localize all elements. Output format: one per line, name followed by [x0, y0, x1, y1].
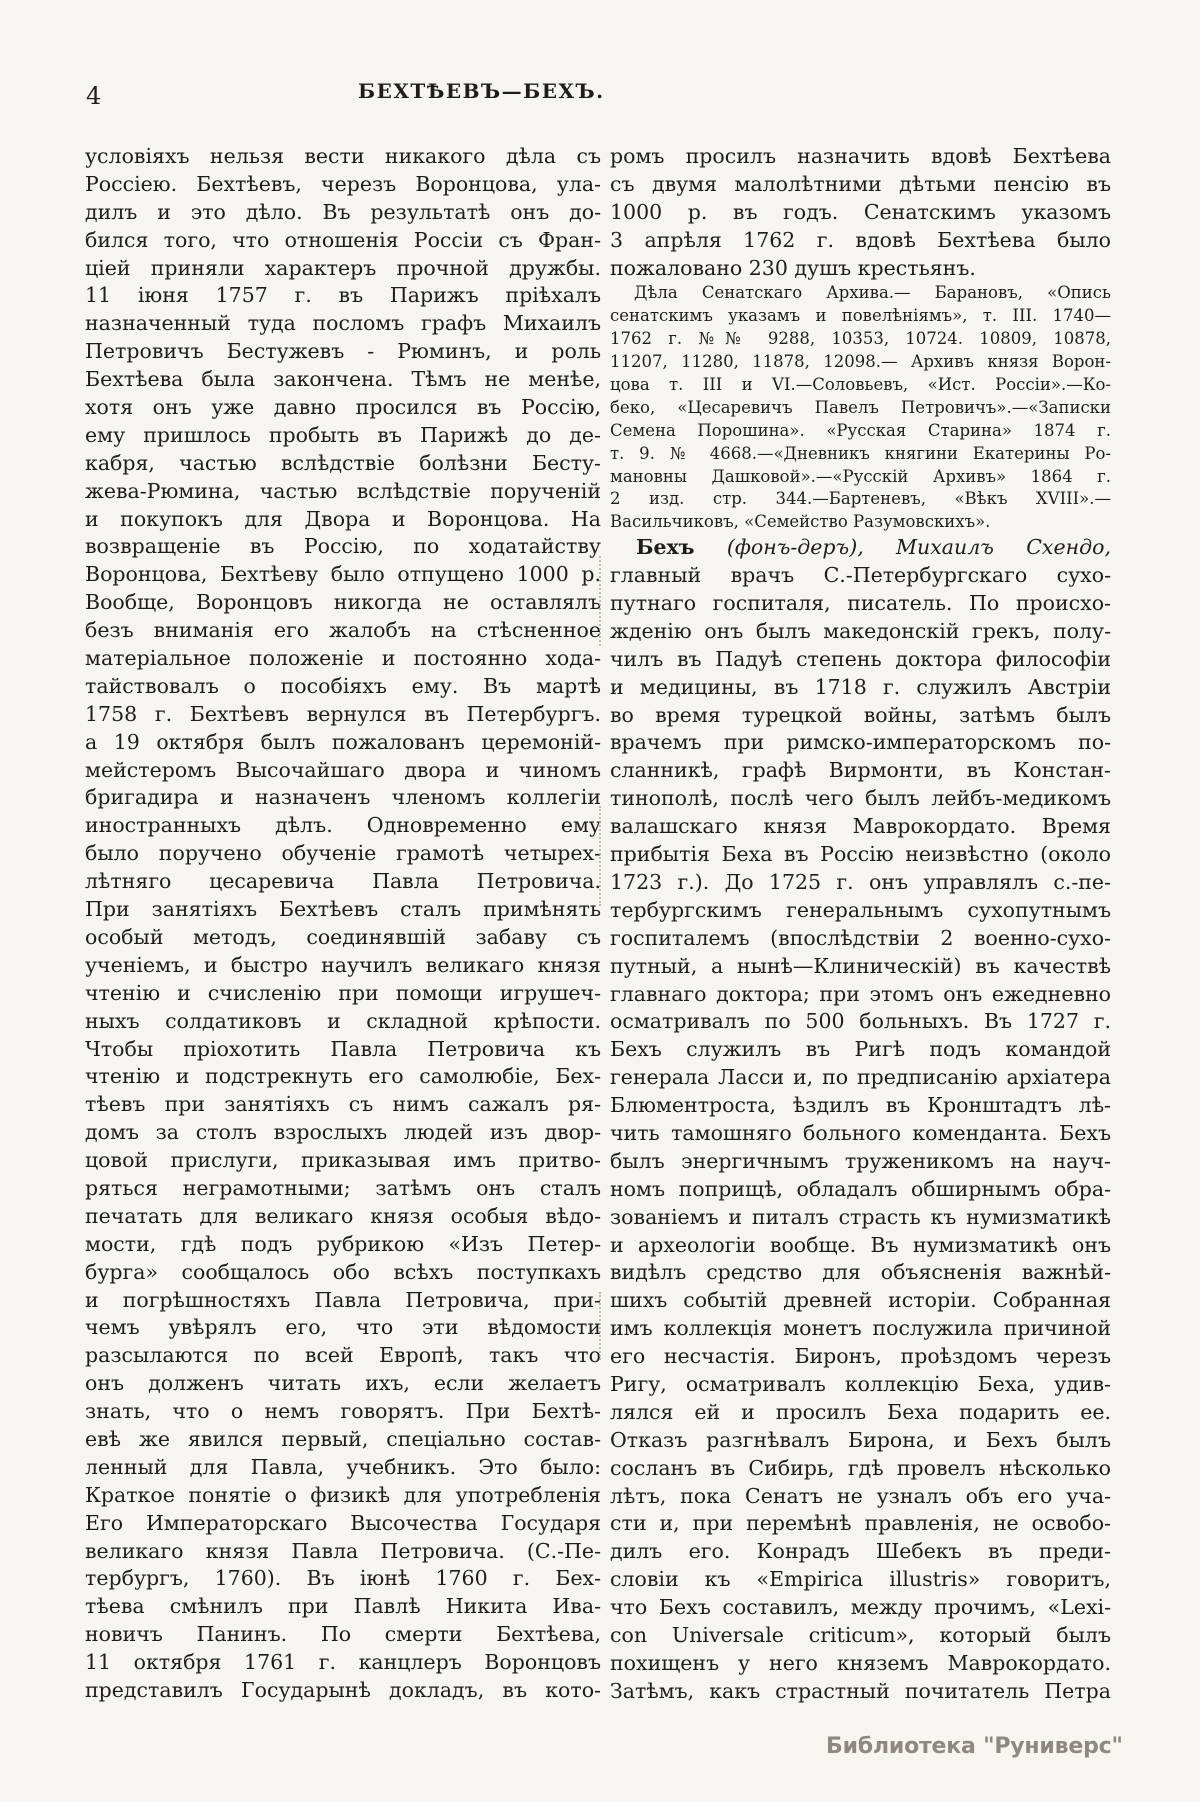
page-number: 4	[86, 82, 102, 110]
text-line: жева-Рюмина, частью вслѣдствіе порученій	[85, 478, 601, 503]
headword: Бехъ	[636, 535, 695, 560]
text-line: con Universale criticum», который былъ	[610, 1622, 1111, 1647]
bibliography-line: Васильчиковъ, «Семейство Разумовскихъ».	[610, 512, 991, 532]
text-line: матеріальное положеніе и постоянно хода-	[85, 646, 601, 671]
text-line: знать, что о немъ говорятъ. При Бехтѣ-	[85, 1399, 601, 1424]
bibliography-line: 11207, 11280, 11878, 12098.— Архивъ князя Ворон-	[610, 352, 1111, 372]
text-line: При занятіяхъ Бехтѣевъ сталъ примѣнять	[85, 897, 601, 922]
text-line: словіи къ «Empirica illustris» говоритъ,	[610, 1567, 1111, 1592]
text-line: чтенію и счисленію при помощи игрушеч-	[85, 980, 601, 1005]
text-line: и погрѣшностяхъ Павла Петровича, при-	[85, 1287, 601, 1312]
text-line: ныхъ солдатиковъ и складной крѣпости.	[85, 1008, 601, 1033]
text-line: чилъ въ Падуѣ степень доктора философіи	[610, 646, 1111, 671]
text-line: ромъ просилъ назначить вдовѣ Бехтѣева	[610, 144, 1111, 168]
text-line: иностранныхъ дѣлъ. Одновременно ему	[85, 813, 601, 838]
text-line: чтенію и подстрекнуть его самолюбіе, Бех-	[85, 1064, 601, 1089]
bibliography-line: т. 9. № 4668.—«Дневникъ княгини Екатерины Ро-	[610, 443, 1111, 463]
bibliography-line: 2 изд. стр. 344.—Бартеневъ, «Вѣкъ XVIII».—	[610, 489, 1111, 509]
text-line: главнаго доктора; при этомъ онъ ежедневно	[610, 981, 1111, 1006]
article-body	[610, 562, 1111, 1706]
article-bekh	[610, 534, 1111, 1705]
text-line: лялся ей и просилъ Беха подарить ее.	[610, 1399, 1111, 1424]
text-line: тинополѣ, послѣ чего былъ лейбъ-медикомъ	[610, 786, 1111, 811]
text-line: пожаловано 230 душъ крестьянъ.	[610, 255, 976, 280]
text-line: мости, гдѣ подъ рубрикою «Изъ Петер-	[85, 1231, 601, 1256]
text-line: бурга» сообщалось обо всѣхъ поступкахъ	[85, 1259, 601, 1284]
text-line: его несчастія. Биронъ, проѣздомъ черезъ	[610, 1344, 1111, 1369]
text-line: цовой прислуги, приказывая имъ притво-	[85, 1148, 601, 1173]
running-title: БЕХТѢЕВЪ—БЕХЪ.	[358, 79, 605, 103]
text-line: было поручено обученіе грамотѣ четырех-	[85, 841, 601, 866]
text-line: разсылаются по всей Европѣ, такъ что	[85, 1343, 601, 1368]
text-line: госпиталемъ (впослѣдствіи 2 военно-сухо-	[610, 925, 1111, 950]
text-line: ленный для Павла, учебникъ. Это было:	[85, 1454, 601, 1479]
text-line: имъ коллекція монетъ послужила причиной	[610, 1316, 1111, 1341]
text-line: онъ долженъ читать ихъ, если желаетъ	[85, 1371, 601, 1396]
text-line: зованіемъ и питалъ страсть къ нумизматикѣ	[610, 1204, 1111, 1229]
text-line: дилъ и это дѣло. Въ результатѣ онъ до-	[85, 199, 601, 224]
text-line: 1723 г.). До 1725 г. онъ управлялъ с.-пе-	[610, 869, 1111, 894]
text-line: жденію онъ былъ македонскій грекъ, полу-	[610, 618, 1111, 643]
text-line: великаго князя Павла Петровича. (С.-Пе-	[85, 1538, 601, 1563]
text-line: Бехъ служилъ въ Ригѣ подъ командой	[610, 1037, 1111, 1062]
text-line: тербургскимъ генеральнымъ сухопутнымъ	[610, 897, 1111, 922]
text-line: особый методъ, соединявшій забаву съ	[85, 924, 601, 949]
text-line: ему пришлось пробыть въ Парижѣ до де-	[85, 422, 601, 447]
text-line: 1758 г. Бехтѣевъ вернулся въ Петербургъ.	[85, 701, 601, 726]
text-line: тербургъ, 1760). Въ іюнѣ 1760 г. Бех-	[85, 1566, 601, 1591]
text-line: главный врачъ С.-Петербургскаго сухо-	[610, 563, 1111, 588]
text-line: и покупокъ для Двора и Воронцова. На	[85, 506, 601, 531]
text-line: 1000 р. въ годъ. Сенатскимъ указомъ	[610, 199, 1111, 224]
text-line: безъ вниманія его жалобъ на стѣсненное	[85, 618, 601, 643]
text-line: тайствовалъ о пособіяхъ ему. Въ мартѣ	[85, 673, 601, 698]
text-line: евѣ же явился первый, спеціально состав-	[85, 1426, 601, 1451]
bibliography-line: сенатскимъ указамъ и повелѣніямъ», т. III. 1740—	[610, 306, 1111, 326]
text-line: во время турецкой войны, затѣмъ былъ	[610, 702, 1111, 727]
text-line: 3 апрѣля 1762 г. вдовѣ Бехтѣева было	[610, 227, 1111, 252]
text-line: чемъ увѣрялъ его, что эти вѣдомости	[85, 1315, 601, 1340]
text-line: Затѣмъ, какъ страстный почитатель Петра	[610, 1678, 1111, 1703]
text-line: домъ за столъ взрослыхъ людей изъ двор-	[85, 1120, 601, 1145]
text-line: съ двумя малолѣтними дѣтьми пенсію въ	[610, 171, 1111, 196]
text-line: бригадира и назначенъ членомъ коллегіи	[85, 785, 601, 810]
text-line: былъ энергичнымъ труженикомъ на науч-	[610, 1148, 1111, 1173]
library-watermark: Библиотека "Руниверс"	[826, 1734, 1123, 1759]
left-column	[85, 143, 601, 1705]
text-line: и археологіи вообще. Въ нумизматикѣ онъ	[610, 1232, 1111, 1257]
text-line: условіяхъ нельзя вести никакого дѣла съ	[85, 144, 601, 168]
text-line: прибытія Беха въ Россію неизвѣстно (около	[610, 842, 1111, 867]
text-line: бился того, что отношенія Россіи съ Фран-	[85, 227, 601, 252]
text-line: валашскаго князя Маврокордато. Время	[610, 814, 1111, 839]
text-line: ученіемъ, и быстро научилъ великаго князя	[85, 952, 601, 977]
article-headword-line	[610, 534, 1111, 562]
text-line: назначенный туда посломъ графъ Михаилъ	[85, 311, 601, 336]
text-line: ціей приняли характеръ прочной дружбы.	[85, 255, 601, 280]
text-line: шихъ событій древней исторіи. Собранная	[610, 1288, 1111, 1313]
text-line: сланникѣ, графѣ Вирмонти, въ Констан-	[610, 758, 1111, 783]
text-line: Блюментроста, ѣздилъ въ Кронштадтъ лѣ-	[610, 1093, 1111, 1118]
text-line: Его Императорскаго Высочества Государя	[85, 1510, 601, 1535]
text-line: дилъ его. Конрадъ Шебекъ въ преди-	[610, 1539, 1111, 1564]
text-line: Петровичъ Бестужевъ - Рюминъ, и роль	[85, 339, 601, 364]
article-bekhteev-continuation	[610, 143, 1111, 282]
bibliography-block	[610, 282, 1111, 534]
text-line: Краткое понятіе о физикѣ для употребленія	[85, 1482, 601, 1507]
column-divider-artifact	[599, 556, 601, 646]
text-line: печатать для великаго князя особыя вѣдо-	[85, 1203, 601, 1228]
text-line: чить тамошняго больного коменданта. Бехъ	[610, 1120, 1111, 1145]
text-line: Чтобы пріохотить Павла Петровича къ	[85, 1036, 601, 1061]
text-line: представилъ Государынѣ докладъ, въ кото-	[85, 1677, 601, 1702]
bibliography-line: беко, «Цесаревичъ Павелъ Петровичъ».—«Записки	[610, 397, 1111, 417]
text-line: новичъ Панинъ. По смерти Бехтѣева,	[85, 1622, 601, 1647]
text-line: тѣева смѣнилъ при Павлѣ Никита Ива-	[85, 1594, 601, 1619]
text-line: Вообще, Воронцовъ никогда не оставлялъ	[85, 590, 601, 615]
text-line: сти и, при перемѣнѣ правленія, не освобо-	[610, 1511, 1111, 1536]
text-line: Бехтѣева была закончена. Тѣмъ не менѣе,	[85, 367, 601, 392]
text-line: врачемъ при римско-императорскомъ по-	[610, 730, 1111, 755]
text-line: сосланъ въ Сибирь, гдѣ провелъ нѣсколько	[610, 1455, 1111, 1480]
text-line: лѣтняго цесаревича Павла Петровича.	[85, 869, 601, 894]
right-column	[610, 143, 1111, 1706]
text-line: видѣлъ средство для объясненія важнѣй-	[610, 1260, 1111, 1285]
text-line: тѣевъ при занятіяхъ съ нимъ сажалъ ря-	[85, 1092, 601, 1117]
text-line: лѣтъ, пока Сенатъ не узналъ объ его уча-	[610, 1483, 1111, 1508]
text-line: Воронцова, Бехтѣеву было отпущено 1000 р.	[85, 562, 601, 587]
headword-von-der: (фонъ-деръ),	[726, 535, 864, 560]
text-line: путнаго госпиталя, писатель. По происхо-	[610, 591, 1111, 616]
bibliography-line: Дѣла Сенатскаго Архива.— Барановъ, «Опись	[634, 283, 1111, 303]
text-line: 11 іюня 1757 г. въ Парижъ пріѣхалъ	[85, 283, 601, 308]
text-line: что Бехъ составилъ, между прочимъ, «Lexi-	[610, 1595, 1111, 1620]
bibliography-line: Семена Порошина». «Русская Старина» 1874 г.	[610, 420, 1111, 440]
text-line: путный, а нынѣ—Клиническій) въ качествѣ	[610, 953, 1111, 978]
column-divider-artifact	[599, 806, 601, 906]
text-line: возвращеніе въ Россію, по ходатайству	[85, 534, 601, 559]
bibliography-line: цова т. III и VI.—Соловьевъ, «Ист. Россіи».—Ко-	[610, 375, 1111, 395]
text-line: Отказъ разгнѣвалъ Бирона, и Бехъ былъ	[610, 1427, 1111, 1452]
text-line: мейстеромъ Высочайшаго двора и чиномъ	[85, 757, 601, 782]
text-line: а 19 октября былъ пожалованъ церемоній-	[85, 729, 601, 754]
text-line: Ригу, осматривалъ коллекцію Беха, удив-	[610, 1371, 1111, 1396]
text-line: хотя онъ уже давно просился въ Россію,	[85, 395, 601, 420]
headword-person-name: Михаилъ Схендо,	[896, 535, 1111, 560]
bibliography-line: мановны Дашковой».—«Русскій Архивъ» 1864 г.	[610, 466, 1111, 486]
text-line: осматривалъ по 500 больныхъ. Въ 1727 г.	[610, 1009, 1111, 1034]
column-divider-artifact	[599, 1292, 601, 1360]
text-line: номъ поприщѣ, обладалъ обширнымъ обра-	[610, 1176, 1111, 1201]
text-line: кабря, частью вслѣдствіе болѣзни Бесту-	[85, 450, 601, 475]
text-line: похищенъ у него княземъ Маврокордато.	[610, 1650, 1111, 1675]
text-line: и медицины, въ 1718 г. служилъ Австріи	[610, 674, 1111, 699]
text-line: 11 октября 1761 г. канцлеръ Воронцовъ	[85, 1650, 601, 1675]
text-line: Россіею. Бехтѣевъ, черезъ Воронцова, ула-	[85, 171, 601, 196]
text-line: ряться неграмотными; затѣмъ онъ сталъ	[85, 1175, 601, 1200]
bibliography-line: 1762 г. №№ 9288, 10353, 10724. 10809, 10878,	[610, 329, 1111, 349]
text-line: генерала Ласси и, по предписанію архіатера	[610, 1065, 1111, 1090]
